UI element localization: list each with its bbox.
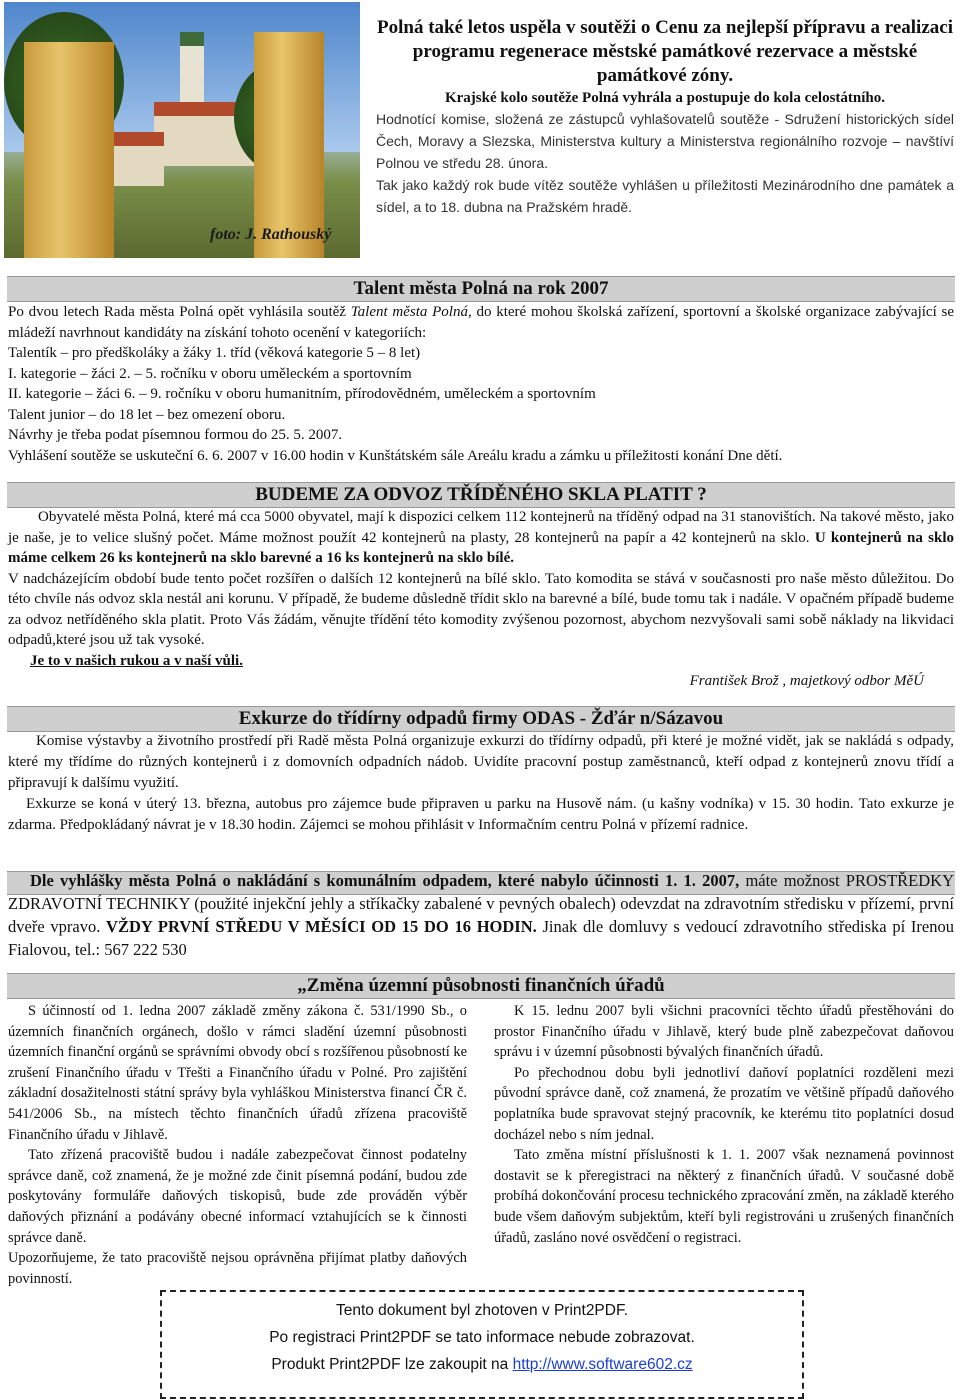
intro-section xyxy=(376,16,954,218)
talent-heading: Talent města Polná na rok 2007 xyxy=(7,276,955,302)
glass-highlight: U kontejnerů na sklo máme celkem 26 ks kontejnerů na sklo barevné a 16 ks kontejnerů na sklo bílé. xyxy=(8,529,954,566)
glass-signature: František Brož , majetkový odbor MěÚ xyxy=(689,673,924,689)
tax-left-column xyxy=(8,1001,467,1289)
software602-link[interactable]: http://www.software602.cz xyxy=(512,1356,693,1373)
tax-right-paragraph-1: K 15. lednu 2007 byli všichni pracovníci těchto úřadů přestěhováni do prostor Finančního úřadu v Jihlavě, který bude plně zabezpečovat daňovou správu i v územní působnosti bývalých finančních úřadů. xyxy=(494,1003,954,1061)
tax-left-paragraph-3: Upozorňujeme, že tato pracoviště nejsou oprávněna přijímat platby daňových povinností. xyxy=(8,1250,467,1287)
intro-paragraph-1: Hodnotící komise, složená ze zástupců vyhlašovatelů soutěže - Sdružení historických sídel Čech, Moravy a Slezska, Ministerstva kultury a Ministerstva regionálního rozvoje – navštíví Polnou ve středu 28. února. xyxy=(376,111,954,171)
talent-intro: Po dvou letech Rada města Polná opět vyhlásila soutěž Talent města Polná, do které mohou školská zařízení, sportovní a školské organizace zabývající se mládeží navrhnout kandidáty na získání tohoto ocenění v kategoriích: xyxy=(8,304,954,341)
tax-left-paragraph-1: S účinností od 1. ledna 2007 základě změny zákona č. 531/1990 Sb., o územních finančních orgánech, došlo v rámci sladění územní působnosti územních finanční orgánů se správními obvody obcí s rozšířenou působností ke zrušení Finančního úřadu v Třešti a Finančního úřadu v Polné. Pro zajištění základní dosažitelnosti státní správy byla vyhláškou Ministerstva financí ČR č. 541/2006 Sb., na místech těchto finančních úřadů zřízena pracoviště Finančního úřadu v Jihlavě. xyxy=(8,1003,467,1143)
waste-bold-1: Dle vyhlášky města Polná o nakládání s komunálním odpadem, které nabylo účinnosti 1. 1. 2007, xyxy=(30,871,740,890)
notice-line-2: Po registraci Print2PDF se tato informace nebude zobrazovat. xyxy=(269,1329,695,1346)
glass-section xyxy=(8,507,954,692)
intro-paragraph-2: Tak jako každý rok bude vítěz soutěže vyhlášen u příležitosti Mezinárodního dne památek a sídel, a to 18. dubna na Pražském hradě. xyxy=(376,177,954,215)
talent-section xyxy=(8,302,954,466)
intro-subtitle: Krajské kolo soutěže Polná vyhrála a postupuje do kola celostátního. xyxy=(444,90,886,106)
intro-title: Polná také letos uspěla v soutěži o Cenu za nejlepší přípravu a realizaci programu regenerace městské památkové rezervace a městské památkové zóny. xyxy=(377,17,953,86)
talent-announcement: Vyhlášení soutěže se uskuteční 6. 6. 2007 v 16.00 hodin v Kunštátském sále Areálu kradu a zámku u příležitosti konání Dne dětí. xyxy=(8,447,783,464)
tax-right-paragraph-3: Tato změna místní příslušnosti k 1. 1. 2007 však neznamená povinnost dostavit se k přeregistraci na některý z finančních úřadů. V současné době probíhá dokončování procesu technického zpracování změn, na základě kterého bude všem daňovým subjektům, kteří byli registrováni u zrušených finančních úřadů, zasláno nové osvědčení o registraci. xyxy=(494,1147,954,1246)
talent-deadline: Návrhy je třeba podat písemnou formou do 25. 5. 2007. xyxy=(8,427,343,443)
waste-bold-2: VŽDY PRVNÍ STŘEDU V MĚSÍCI OD 15 DO 16 HODIN. xyxy=(106,917,537,936)
glass-paragraph-1: Obyvatelé města Polná, které má cca 5000 obyvatel, mají k dispozici celkem 112 kontejnerů na tříděný odpad na 31 stanovištích. Na takové město, jako je naše, je to velice slušný počet. Máme možnost použít 42 kontejnerů na plasty, 28 kontejnerů na papír a 42 kontejnerů na sklo. U kontejnerů na sklo máme celkem 26 ks kontejnerů na sklo barevné a 16 ks kontejnerů na sklo bílé. xyxy=(8,509,954,566)
town-photo xyxy=(4,2,360,258)
excursion-paragraph-1: Komise výstavby a životního prostředí při Radě města Polná organizuje exkurzi do třídírny odpadů, při které je možné vidět, jak se nakládá s odpady, které my třídíme do různých kontejnerů i z domovních odpadních nádob. Uvidíte pracovní postup zaměstnanců, kteří odpad z kontejnerů znovu třídí a připravují k dalšímu využití. xyxy=(8,733,954,791)
notice-line-1: Tento dokument byl zhotoven v Print2PDF. xyxy=(335,1302,629,1319)
tax-left-paragraph-2: Tato zřízená pracoviště budou i nadále zabezpečovat činnost podatelny správce daně, což znamená, že je možné zde činit písemná podání, budou zde poskytovány formuláře daňových tiskopisů, bude zde prováděn výběr daňových přiznání a podávány obecné informací vztahujících se k činnosti správce daně. xyxy=(8,1147,467,1246)
glass-heading: BUDEME ZA ODVOZ TŘÍDĚNÉHO SKLA PLATIT ? xyxy=(7,482,955,508)
talent-category-1: Talentík – pro předškoláky a žáky 1. tříd (věková kategorie 5 – 8 let) xyxy=(8,345,421,361)
excursion-section xyxy=(8,731,954,836)
talent-name: Talent města Polná xyxy=(350,304,468,320)
talent-category-2: I. kategorie – žáci 2. – 5. ročníku v oboru uměleckém a sportovním xyxy=(8,365,412,382)
tax-heading: „Změna územní působnosti finančních úřadů xyxy=(7,973,955,999)
waste-paragraph: Dle vyhlášky města Polná o nakládání s komunálním odpadem, které nabylo účinnosti 1. 1. 2007, máte možnost PROSTŘEDKY ZDRAVOTNÍ TECHNIKY (použité injekční jehly a stříkačky zabalené v pevných obalech) odevzdat na zdravotním středisku v přízemí, první dveře vpravo. VŽDY PRVNÍ STŘEDU V MĚSÍCI OD 15 DO 16 HODIN. Jinak dle domluvy s vedoucí zdravotního střediska pí Irenou Fialovou, tel.: 567 222 530 xyxy=(8,871,954,959)
glass-paragraph-2: V nadcházejícím období bude tento počet rozšířen o dalších 12 kontejnerů na bílé sklo. Tato komodita se stává v současnosti pro naše město důležitou. Do této chvíle nás odvoz skla nestál ani korunu. V případě, že budeme důsledně třídit sklo na barevné a bílé, bude tomu tak i nadále. V opačném případě budeme za odvoz netříděného skla platit. Proto Vás žádám, věnujte třídění této komodity zvýšenou pozornost, abychom nezvyšovali sami sobě náklady na likvidaci odpadů,které jsou už tak vysoké. xyxy=(8,570,954,648)
waste-section xyxy=(8,869,954,961)
tax-right-column xyxy=(494,1001,954,1248)
excursion-heading: Exkurze do třídírny odpadů firmy ODAS - Žďár n/Sázavou xyxy=(7,706,955,732)
photo-credit: foto: J. Rathouský xyxy=(210,226,332,243)
tax-right-paragraph-2: Po přechodnou dobu byli jednotliví daňoví poplatníci rozděleni mezi původní správce daně, což znamená, že prozatím ve většině případů daňového poplatníka bude spravovat stejný pracovník, ke kterému tito poplatníci dosud docházel nebo s ním jednal. xyxy=(494,1064,954,1143)
talent-category-4: Talent junior – do 18 let – bez omezení oboru. xyxy=(8,406,286,423)
excursion-paragraph-2: Exkurze se koná v úterý 13. března, autobus pro zájemce bude připraven u parku na Husově nám. (u kašny vodníka) v 15. 30 hodin. Tato exkurze je zdarma. Předpokládaný návrat je v 18.30 hodin. Zájemci se mohou přihlásit v Informačním centru Polná v přízemí radnice. xyxy=(8,796,954,833)
notice-line-3: Produkt Print2PDF lze zakoupit na http://www.software602.cz xyxy=(271,1356,693,1373)
glass-motto: Je to v našich rukou a v naší vůli. xyxy=(30,652,243,669)
print2pdf-notice xyxy=(160,1290,804,1399)
talent-category-3: II. kategorie – žáci 6. – 9. ročníku v oboru humanitním, přírodovědném, uměleckém a sportovním xyxy=(8,386,596,402)
